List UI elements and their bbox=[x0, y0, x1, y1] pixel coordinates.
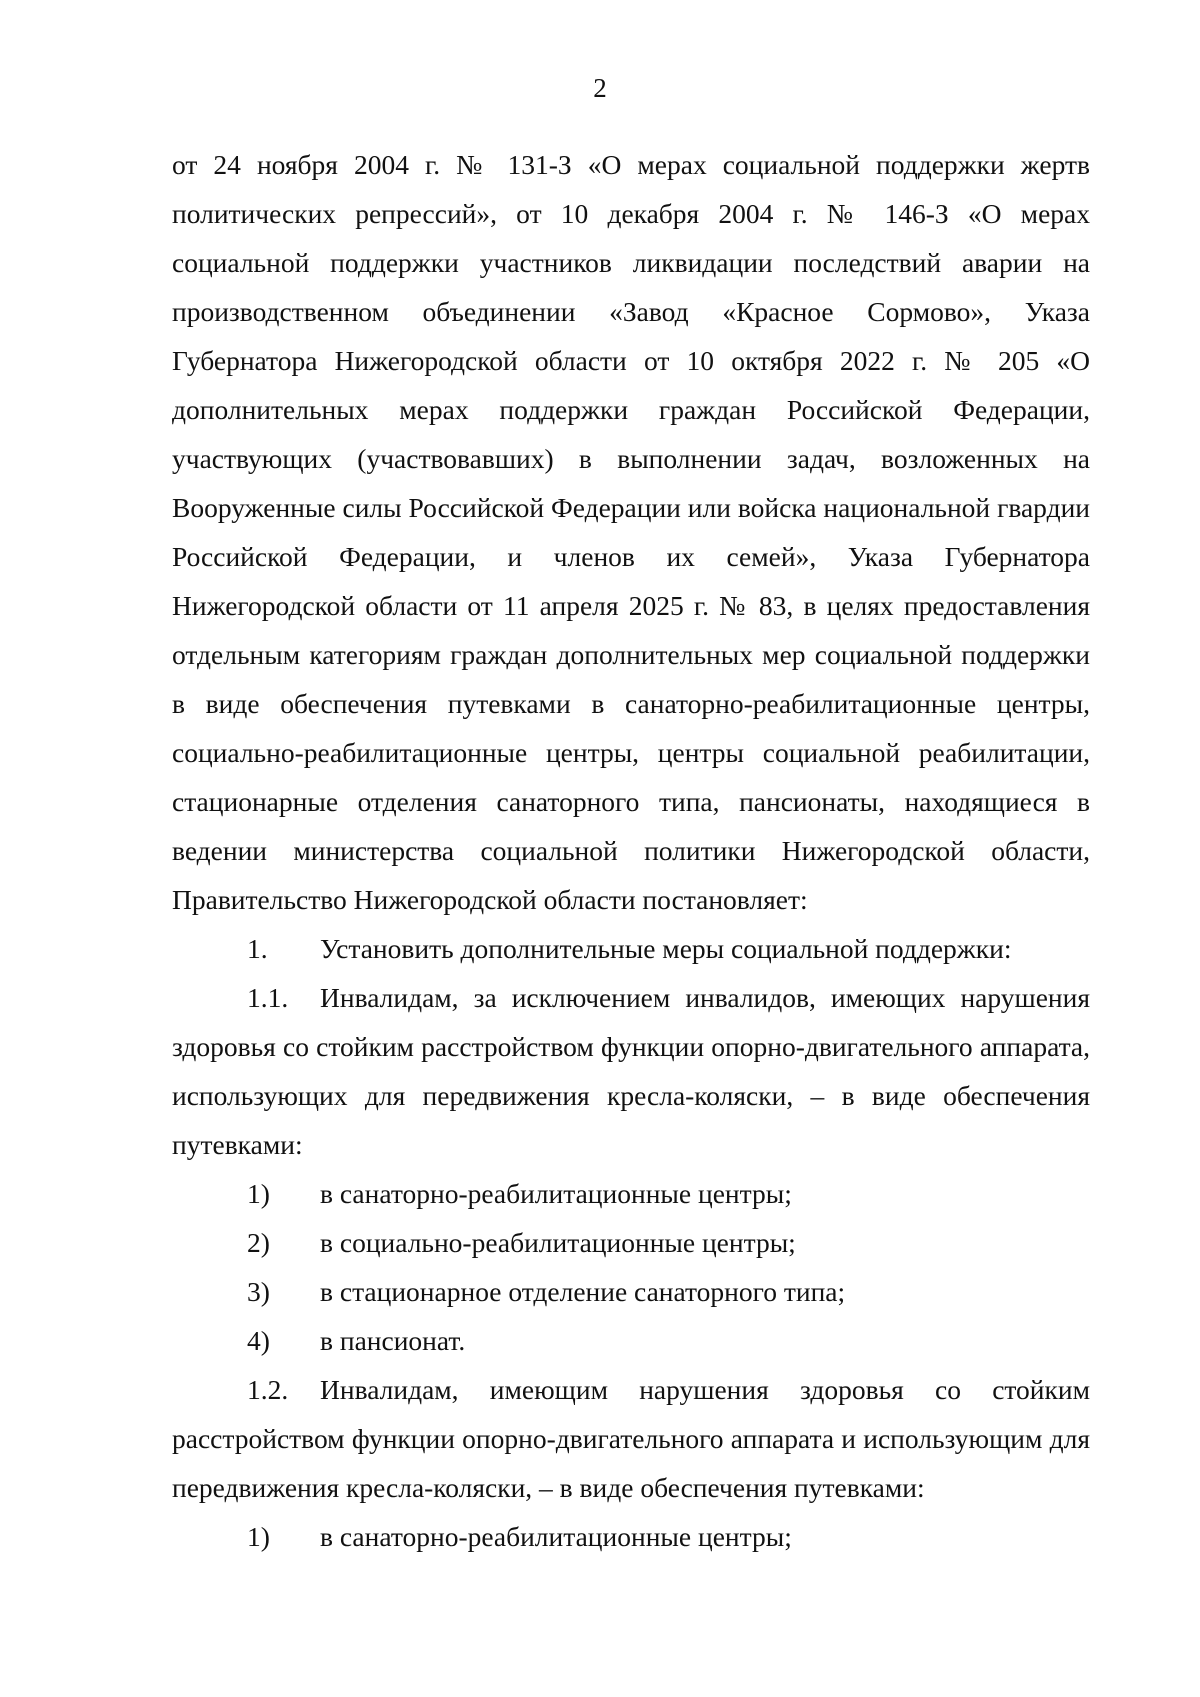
list-item-1-1-sub-2 bbox=[172, 1218, 1090, 1267]
page-number: 2 bbox=[593, 73, 607, 103]
document-body bbox=[172, 140, 1090, 1561]
list-item-number: 2) bbox=[247, 1227, 270, 1258]
list-item-1-1 bbox=[172, 973, 1090, 1169]
list-item-1-1-sub-1 bbox=[172, 1169, 1090, 1218]
list-item-1-2-sub-1 bbox=[172, 1512, 1090, 1561]
list-item-number: 4) bbox=[247, 1325, 270, 1356]
list-item-number: 3) bbox=[247, 1276, 270, 1307]
list-item-1 bbox=[172, 924, 1090, 973]
list-item-number: 1) bbox=[247, 1521, 270, 1552]
list-item-number: 1. bbox=[247, 933, 268, 964]
list-item-1-1-sub-4 bbox=[172, 1316, 1090, 1365]
list-item-1-1-sub-3 bbox=[172, 1267, 1090, 1316]
list-item-text: в пансионат. bbox=[320, 1325, 466, 1356]
list-item-1-2 bbox=[172, 1365, 1090, 1512]
list-item-number: 1.1. bbox=[247, 982, 289, 1013]
list-item-number: 1) bbox=[247, 1178, 270, 1209]
list-item-text: в санаторно-реабилитационные центры; bbox=[320, 1178, 792, 1209]
list-item-text: в стационарное отделение санаторного типа; bbox=[320, 1276, 846, 1307]
list-item-text: в социально-реабилитационные центры; bbox=[320, 1227, 796, 1258]
list-item-text: Установить дополнительные меры социальной поддержки: bbox=[320, 933, 1012, 964]
list-item-text: Инвалидам, имеющим нарушения здоровья со стойким расстройством функции опорно-двигательного аппарата и использующим для передвижения кресла-коляски, – в виде обеспечения путевками: bbox=[172, 1374, 1090, 1503]
list-item-text: в санаторно-реабилитационные центры; bbox=[320, 1521, 792, 1552]
list-item-text: Инвалидам, за исключением инвалидов, имеющих нарушения здоровья со стойким расстройством функции опорно-двигательного аппарата, использующих для передвижения кресла-коляски, – в виде обеспечения путевками: bbox=[172, 982, 1090, 1160]
list-item-number: 1.2. bbox=[247, 1374, 289, 1405]
intro-paragraph: от 24 ноября 2004 г. № 131-З «О мерах социальной поддержки жертв политических репрессий», от 10 декабря 2004 г. № 146-З «О мерах социальной поддержки участников ликвидации последствий аварии на производственном объединении «Завод «Красное Сормово», Указа Губернатора Нижегородской области от 10 октября 2022 г. № 205 «О дополнительных мерах поддержки граждан Российской Федерации, участвующих (участвовавших) в выполнении задач, возложенных на Вооруженные силы Российской Федерации или войска национальной гвардии Российской Федерации, и членов их семей», Указа Губернатора Нижегородской области от 11 апреля 2025 г. № 83, в целях предоставления отдельным категориям граждан дополнительных мер социальной поддержки в виде обеспечения путевками в санаторно-реабилитационные центры, социально-реабилитационные центры, центры социальной реабилитации, стационарные отделения санаторного типа, пансионаты, находящиеся в ведении министерства социальной политики Нижегородской области, Правительство Нижегородской области постановляет: bbox=[172, 149, 1090, 915]
